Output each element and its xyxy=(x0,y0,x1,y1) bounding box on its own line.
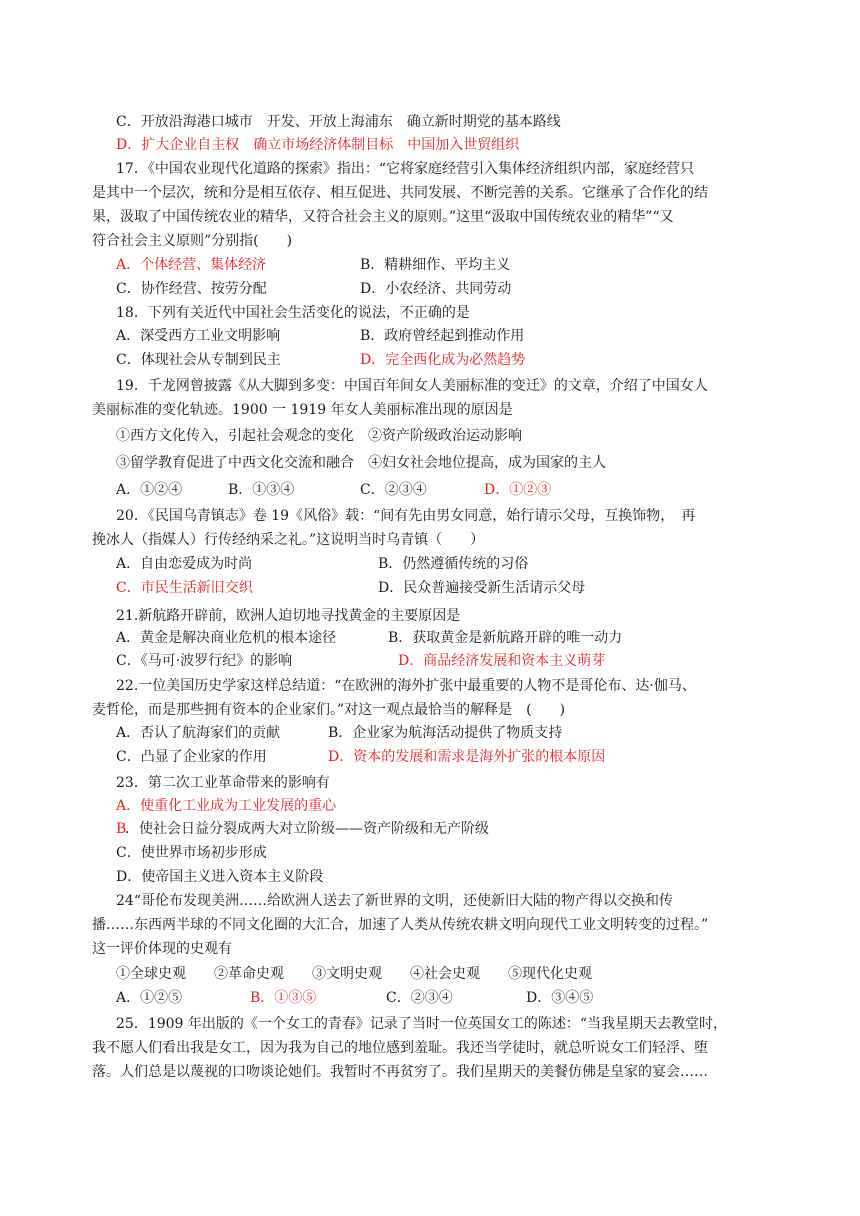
text-line-l03: 17．《中国农业现代化道路的探索》指出：“它将家庭经营引入集体经济组织内部，家庭经营只 xyxy=(116,161,694,177)
text-line-l08b: D．小农经济、共同劳动 xyxy=(360,281,512,297)
text-line-l16c: C．②③④ xyxy=(360,482,427,498)
text-line-l26b: B．企业家为航海活动提供了物质支持 xyxy=(328,725,563,741)
text-line-l36: ①全球史观 ②革命史观 ③文明史观 ④社会史观 ⑤现代化史观 xyxy=(116,966,592,982)
text-line-l19a: A．自由恋爱成为时尚 xyxy=(116,556,253,572)
text-line-l25: 麦哲伦，而是那些拥有资本的企业家们。”对这一观点最恰当的解释是 ( ) xyxy=(92,702,566,718)
text-line-l17: 20．《民国乌青镇志》卷 19《风俗》载：“间有先由男女同意，始行请示父母，互换饰物， 再 xyxy=(116,508,696,524)
text-line-l37a: A．①②⑤ xyxy=(116,990,183,1006)
text-line-l40: 落。人们总是以蔑视的口吻谈论她们。我暂时不再贫穷了。我们星期天的美餐仿佛是皇家的宴会…… xyxy=(92,1064,708,1080)
text-line-l19b: B．仍然遵循传统的习俗 xyxy=(378,556,529,572)
text-line-l39: 我不愿人们看出我是女工，因为我为自己的地位感到羞耻。我还当学徒时，就总听说女工们轻浮、堕 xyxy=(92,1040,708,1056)
text-line-l08a: C．协作经营、按劳分配 xyxy=(116,281,267,297)
text-line-l22b: B．获取黄金是新航路开辟的唯一动力 xyxy=(388,630,623,646)
text-line-l14: ①西方文化传入，引起社会观念的变化 ②资产阶级政治运动影响 xyxy=(116,428,522,444)
text-line-l31: C．使世界市场初步形成 xyxy=(116,845,267,861)
text-line-l16b: B．①③④ xyxy=(228,482,295,498)
text-line-l12: 19．千龙网曾披露《从大脚到多变：中国百年间女人美丽标准的变迁》的文章，介绍了中国女人 xyxy=(116,378,708,394)
text-line-l24: 22.一位美国历史学家这样总结道：“在欧洲的海外扩张中最重要的人物不是哥伦布、达·伽马、 xyxy=(116,678,696,694)
text-line-l15: ③留学教育促进了中西文化交流和融合 ④妇女社会地位提高，成为国家的主人 xyxy=(116,455,606,471)
text-line-l37d: D．③④⑤ xyxy=(526,990,594,1006)
text-line-l16a: A．①②④ xyxy=(116,482,183,498)
text-line-l02: D．扩大企业自主权 确立市场经济体制目标 中国加入世贸组织 xyxy=(116,137,520,153)
text-line-l32: D．使帝国主义进入资本主义阶段 xyxy=(116,869,324,885)
text-line-l27a: C．凸显了企业家的作用 xyxy=(116,749,267,765)
text-line-l22a: A．黄金是解决商业危机的根本途径 xyxy=(116,630,337,646)
text-line-l16d: D．①②③ xyxy=(484,482,552,498)
text-line-l38: 25．1909 年出版的《一个女工的青春》记录了当时一位英国女工的陈述：“当我星期天去教堂时， xyxy=(116,1016,728,1032)
text-line-l09: 18．下列有关近代中国社会生活变化的说法，不正确的是 xyxy=(116,305,470,321)
text-line-l07b: B．精耕细作、平均主义 xyxy=(360,257,511,273)
text-line-l07a: A．个体经营、集体经济 xyxy=(116,257,267,273)
text-line-l01: C．开放沿海港口城市 开发、开放上海浦东 确立新时期党的基本路线 xyxy=(116,114,561,130)
text-line-l26a: A．否认了航海家们的贡献 xyxy=(116,725,281,741)
text-line-l13: 美丽标准的变化轨迹。1900 一 1919 年女人美丽标准出现的原因是 xyxy=(92,402,513,418)
text-line-l34: 播……东西两半球的不同文化圈的大汇合，加速了人类从传统农耕文明向现代工业文明转变的过程。” xyxy=(92,917,709,933)
text-line-l37b: B．①③⑤ xyxy=(250,990,317,1006)
text-line-l20a: C．市民生活新旧交织 xyxy=(116,580,253,596)
text-line-l23a: C．《马可·波罗行纪》的影响 xyxy=(116,653,293,669)
text-line-l05: 果，汲取了中国传统农业的精华，又符合社会主义的原则。”这里“汲取中国传统农业的精华”“又 xyxy=(92,209,674,225)
text-line-l11b: D．完全西化成为必然趋势 xyxy=(360,352,526,368)
text-line-l33: 24“哥伦布发现美洲……给欧洲人送去了新世界的文明，还使新旧大陆的物产得以交换和传 xyxy=(116,893,673,909)
text-line-l18: 挽冰人（指媒人）行传经纳采之礼。”这说明当时乌青镇（ ） xyxy=(92,532,485,548)
text-line-l06: 符合社会主义原则”分别指( ) xyxy=(92,233,293,249)
text-line-l11a: C．体现社会从专制到民主 xyxy=(116,352,281,368)
text-line-l35: 这一评价体现的史观有 xyxy=(92,941,232,957)
text-line-l10a: A．深受西方工业文明影响 xyxy=(116,328,281,344)
text-line-l20b: D．民众普遍接受新生活请示父母 xyxy=(378,580,586,596)
text-line-l28: 23．第二次工业革命带来的影响有 xyxy=(116,775,330,791)
text-line-l37c: C．②③④ xyxy=(386,990,453,1006)
text-line-l30_letter: B xyxy=(116,821,127,837)
text-line-l10b: B．政府曾经起到推动作用 xyxy=(360,328,525,344)
text-line-l21: 21.新航路开辟前，欧洲人迫切地寻找黄金的主要原因是 xyxy=(116,608,461,624)
text-line-l29: A．使重化工业成为工业发展的重心 xyxy=(116,798,337,814)
text-line-l04: 是其中一个层次，统和分是相互依存、相互促进、共同发展、不断完善的关系。它继承了合作化的结 xyxy=(92,185,708,201)
text-line-l27b: D．资本的发展和需求是海外扩张的根本原因 xyxy=(328,749,606,765)
text-line-l30: ．使社会日益分裂成两大对立阶级——资产阶级和无产阶级 xyxy=(125,821,489,837)
text-line-l23b: D．商品经济发展和资本主义萌芽 xyxy=(398,653,606,669)
